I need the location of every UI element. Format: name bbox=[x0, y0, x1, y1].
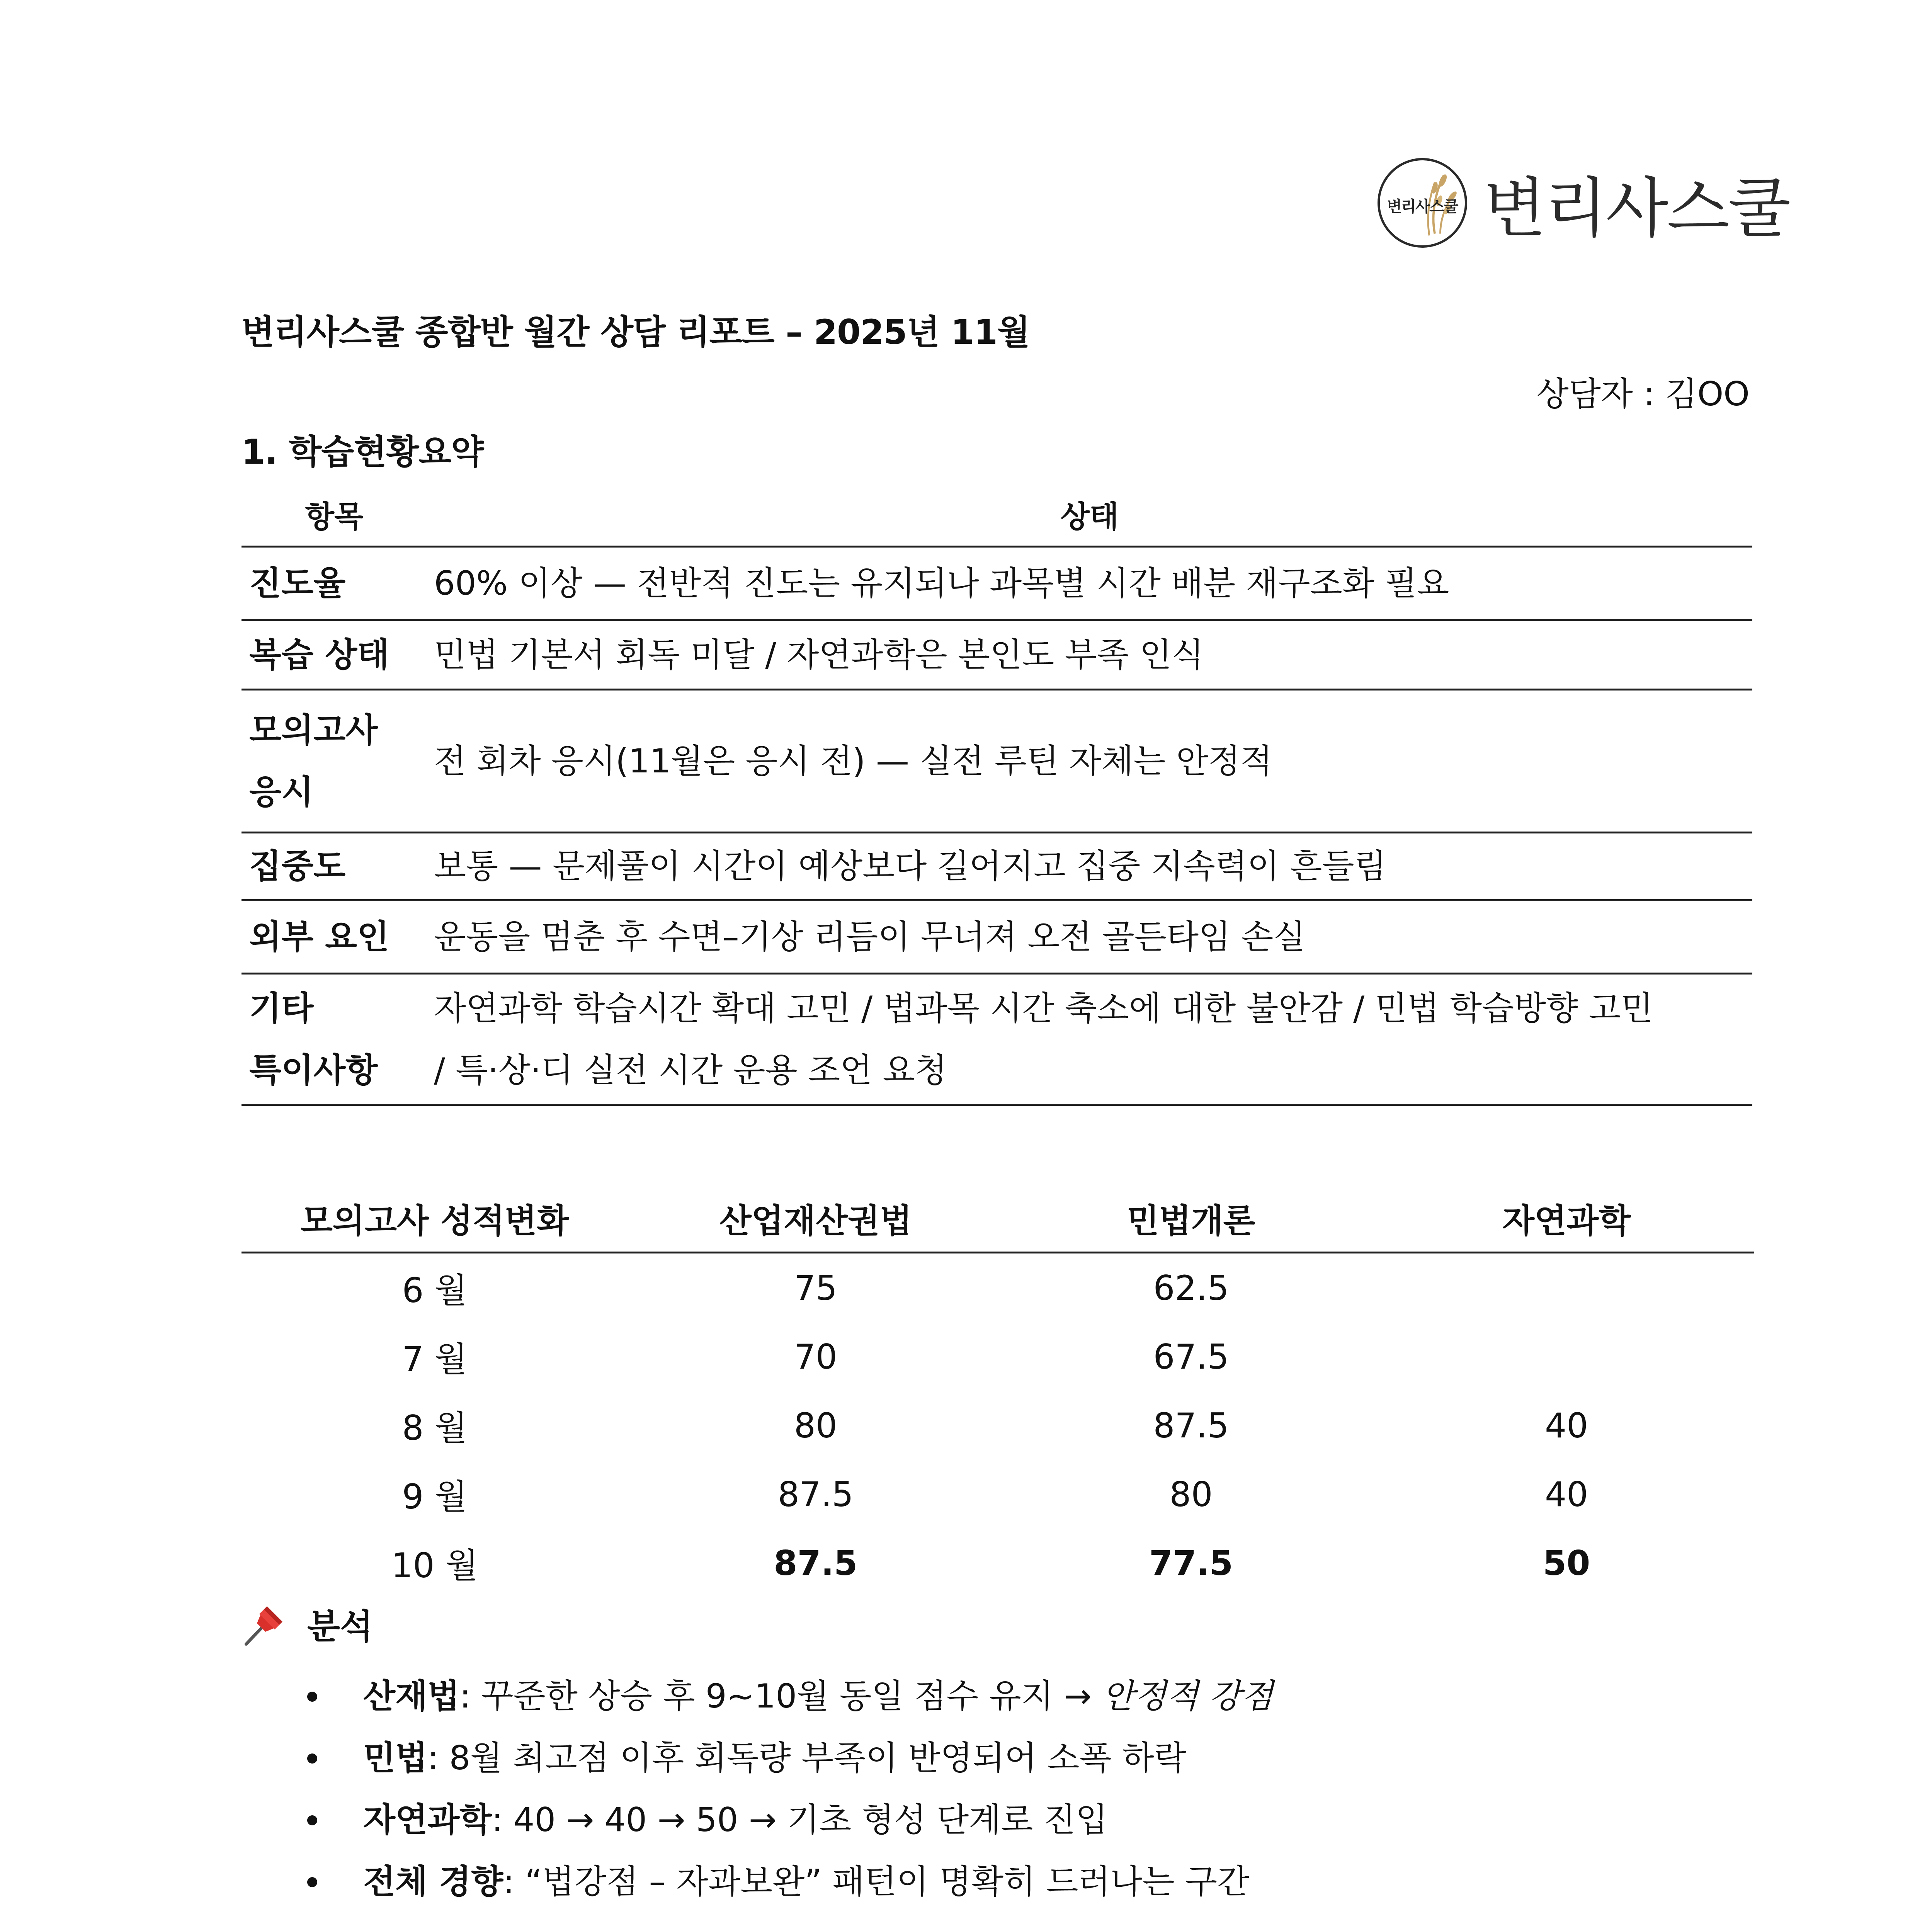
score-cell bbox=[1379, 1253, 1754, 1323]
row-key-line: 특이사항 bbox=[249, 1051, 378, 1090]
score-cell: 77.5 bbox=[1149, 1543, 1233, 1583]
column-header-item: 항목 bbox=[242, 483, 427, 547]
row-value: 운동을 멈춘 후 수면–기상 리듬이 무너져 오전 골든타임 손실 bbox=[427, 900, 1752, 974]
item-text: : 8월 최고점 이후 회독량 부족이 반영되어 소폭 하락 bbox=[427, 1739, 1187, 1777]
row-key: 복습 상태 bbox=[242, 620, 427, 690]
status-summary-table bbox=[242, 483, 1752, 1106]
item-text: : 40 → 40 → 50 → 기초 형성 단계로 진입 bbox=[492, 1801, 1108, 1839]
row-value bbox=[427, 974, 1752, 1105]
pushpin-icon bbox=[242, 1601, 288, 1647]
row-value: 60% 이상 — 전반적 진도는 유지되나 과목별 시간 배분 재구조화 필요 bbox=[427, 547, 1752, 620]
score-cell bbox=[1379, 1322, 1754, 1391]
table-row bbox=[242, 1460, 1754, 1529]
item-text: : “법강점 – 자과보완” 패턴이 명확히 드러나는 구간 bbox=[503, 1862, 1250, 1901]
score-cell: 70 bbox=[794, 1337, 837, 1377]
column-header: 민법개론 bbox=[1003, 1184, 1379, 1253]
analysis-heading bbox=[242, 1600, 373, 1648]
list-item bbox=[0, 1665, 1273, 1727]
logo-seal-text: 변리사스쿨 bbox=[1387, 198, 1458, 216]
table-row bbox=[242, 547, 1752, 620]
table-row bbox=[242, 1391, 1754, 1460]
mock-exam-score-table bbox=[242, 1184, 1754, 1597]
list-item bbox=[0, 1789, 1273, 1851]
item-emphasis: 안정적 강점 bbox=[1102, 1677, 1274, 1716]
table-row bbox=[242, 833, 1752, 900]
score-cell: 67.5 bbox=[1153, 1337, 1229, 1377]
score-cell: 80 bbox=[794, 1405, 837, 1446]
table-row bbox=[242, 900, 1752, 974]
row-value: 민법 기본서 회독 미달 / 자연과학은 본인도 부족 인식 bbox=[427, 620, 1752, 690]
table-header-row bbox=[242, 1184, 1754, 1253]
score-cell: 87.5 bbox=[1153, 1405, 1229, 1446]
row-value-line: / 특·상·디 실전 시간 운용 조언 요청 bbox=[434, 1051, 947, 1090]
month-cell: 9 월 bbox=[402, 1477, 468, 1517]
column-header-status: 상태 bbox=[427, 483, 1752, 547]
table-row bbox=[242, 1529, 1754, 1597]
table-row bbox=[242, 620, 1752, 690]
item-label: 전체 경향 bbox=[363, 1862, 503, 1901]
item-label: 산재법 bbox=[363, 1677, 460, 1716]
row-value-line: 자연과학 학습시간 확대 고민 / 법과목 시간 축소에 대한 불안감 / 민법 학습방향 고민 bbox=[434, 989, 1653, 1028]
list-item bbox=[0, 1727, 1273, 1789]
logo-seal-icon bbox=[1378, 158, 1467, 248]
analysis-list bbox=[0, 1665, 1273, 1913]
column-header: 자연과학 bbox=[1379, 1184, 1754, 1253]
row-key-line: 기타 bbox=[249, 989, 314, 1028]
analysis-title: 분석 bbox=[307, 1607, 373, 1646]
score-cell: 87.5 bbox=[774, 1543, 858, 1583]
row-key: 외부 요인 bbox=[242, 900, 427, 974]
row-value: 전 회차 응시(11월은 응시 전) — 실전 루틴 자체는 안정적 bbox=[427, 690, 1752, 833]
item-text: : 꾸준한 상승 후 9~10월 동일 점수 유지 → bbox=[459, 1677, 1102, 1716]
month-cell: 7 월 bbox=[402, 1339, 468, 1379]
score-cell: 62.5 bbox=[1153, 1268, 1229, 1308]
document-title: 변리사스쿨 종합반 월간 상담 리포트 – 2025년 11월 bbox=[242, 312, 1030, 352]
brand-logo bbox=[1378, 153, 1789, 253]
score-cell: 50 bbox=[1543, 1543, 1590, 1583]
row-key: 집중도 bbox=[242, 833, 427, 900]
row-key bbox=[242, 690, 427, 833]
score-cell: 40 bbox=[1545, 1474, 1588, 1514]
item-label: 민법 bbox=[363, 1739, 428, 1777]
section-1-heading: 1. 학습현황요약 bbox=[242, 432, 484, 472]
table-row bbox=[242, 974, 1752, 1105]
score-cell: 75 bbox=[794, 1268, 837, 1308]
counselor-label: 상담자 : 김OO bbox=[1536, 375, 1750, 413]
column-header: 산업재산권법 bbox=[628, 1184, 1003, 1253]
row-key bbox=[242, 974, 427, 1105]
item-label: 자연과학 bbox=[363, 1801, 492, 1839]
column-header: 모의고사 성적변화 bbox=[242, 1184, 628, 1253]
month-cell: 6 월 bbox=[402, 1270, 468, 1310]
list-item bbox=[0, 1851, 1273, 1913]
row-key-line: 모의고사 bbox=[249, 711, 378, 750]
row-key-line: 응시 bbox=[249, 772, 314, 811]
score-cell: 87.5 bbox=[777, 1474, 854, 1514]
table-header-row bbox=[242, 483, 1752, 547]
month-cell: 8 월 bbox=[402, 1408, 468, 1448]
row-key: 진도율 bbox=[242, 547, 427, 620]
table-row bbox=[242, 1253, 1754, 1323]
score-cell: 80 bbox=[1169, 1474, 1213, 1514]
logo-name: 변리사스쿨 bbox=[1483, 170, 1789, 246]
row-value: 보통 — 문제풀이 시간이 예상보다 길어지고 집중 지속력이 흔들림 bbox=[427, 833, 1752, 900]
table-row bbox=[242, 690, 1752, 833]
table-row bbox=[242, 1322, 1754, 1391]
score-cell: 40 bbox=[1545, 1405, 1588, 1446]
month-cell: 10 월 bbox=[391, 1546, 478, 1585]
